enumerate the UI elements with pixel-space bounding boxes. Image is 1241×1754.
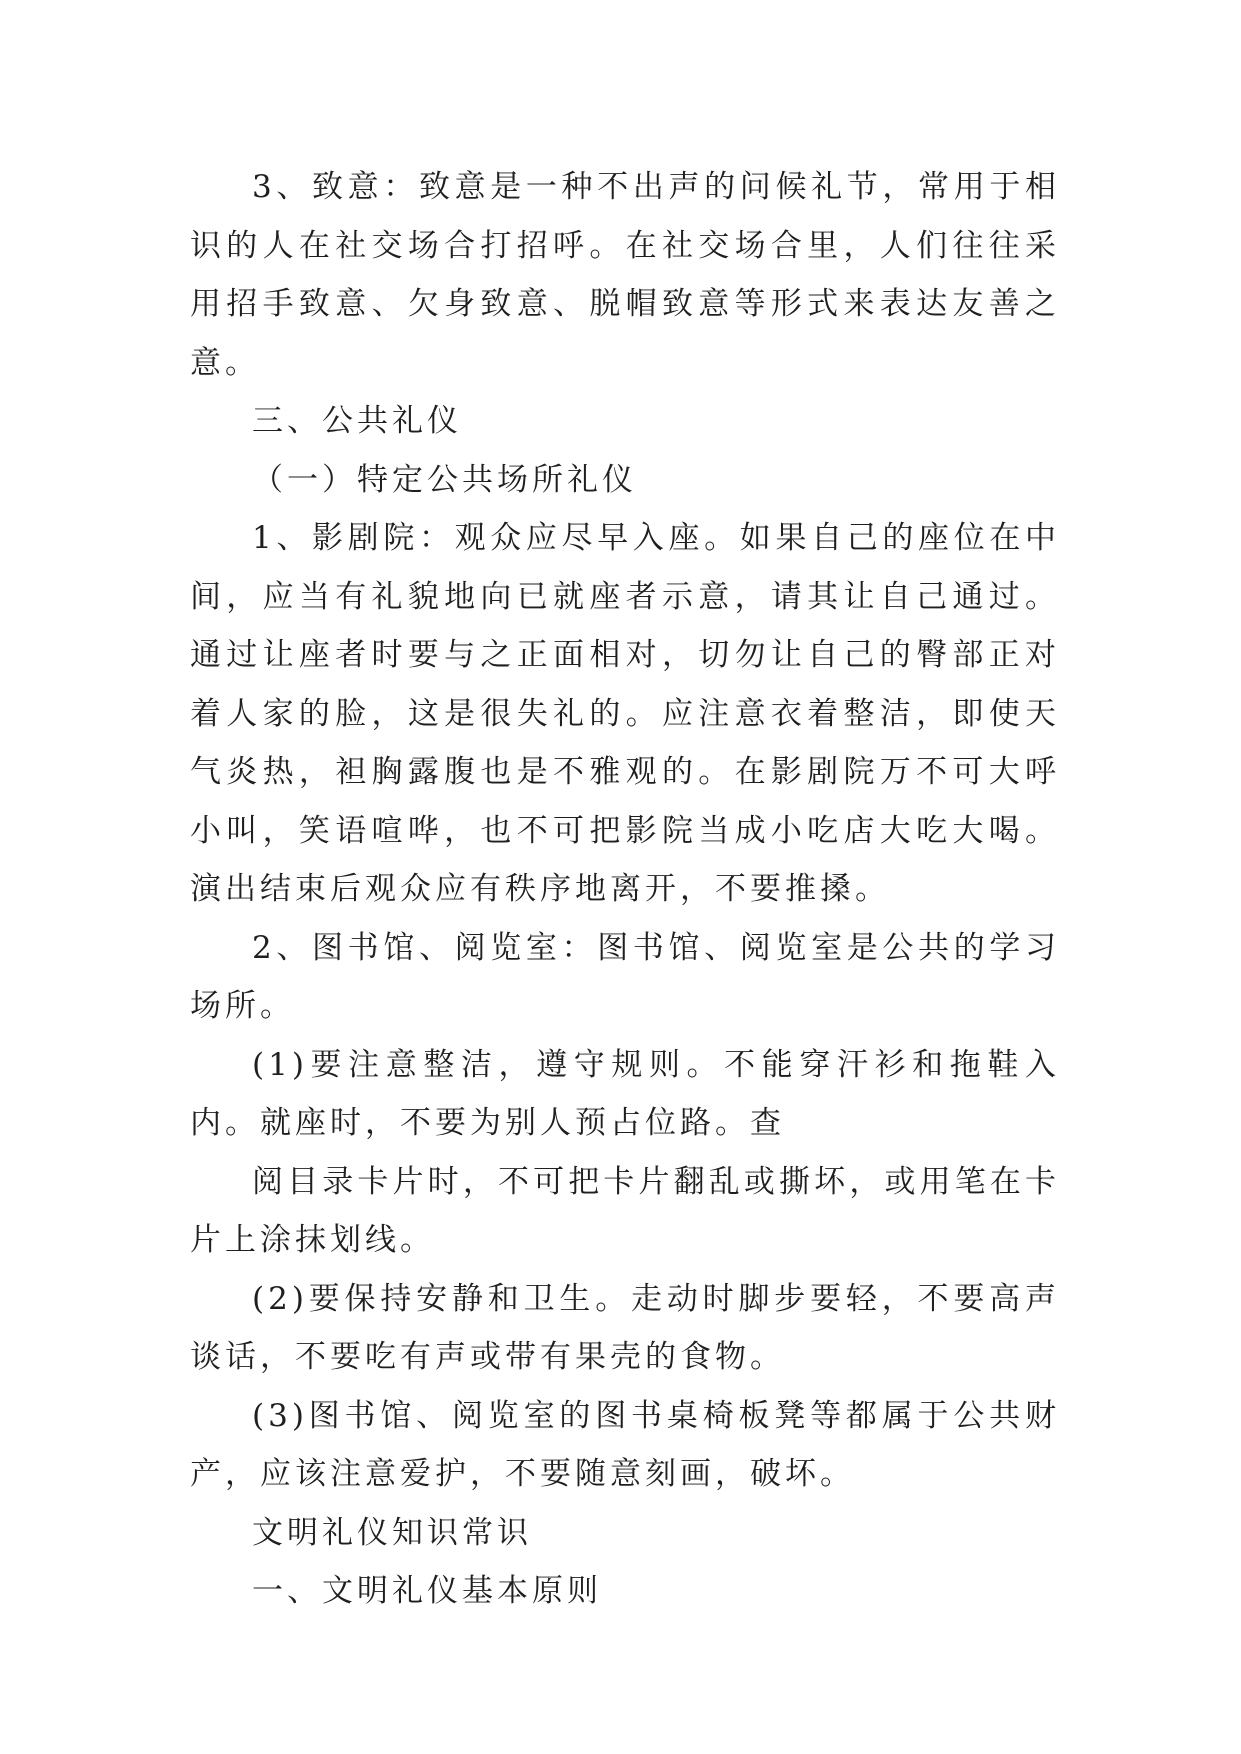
subsection-heading-specific-places: （一）特定公共场所礼仪 — [252, 461, 637, 498]
paragraph-library-rule-2: (2)要保持安静和卫生。走动时脚步要轻，不要高声谈话，不要吃有声或带有果壳的食物。 — [190, 1280, 1060, 1375]
paragraph-greeting-nod: 3、致意：致意是一种不出声的问候礼节，常用于相识的人在社交场合打招呼。在社交场合里，人们往往采用招手致意、欠身致意、脱帽致意等形式来表达友善之意。 — [190, 169, 1060, 381]
document-body — [190, 158, 1060, 1621]
heading-basic-principles: 一、文明礼仪基本原则 — [252, 1573, 602, 1609]
section-heading-public-etiquette: 三、公共礼仪 — [252, 403, 462, 439]
paragraph-theater: 1、影剧院：观众应尽早入座。如果自己的座位在中间，应当有礼貌地向已就座者示意，请其让自己通过。通过让座者时要与之正面相对，切勿让自己的臀部正对着人家的脸，这是很失礼的。应注意衣着整洁，即使天气炎热，袒胸露腹也是不雅观的。在影剧院万不可大呼小叫，笑语喧哗，也不可把影院当成小吃店大吃大喝。演出结束后观众应有秩序地离开，不要推搡。 — [190, 520, 1060, 907]
paragraph-library-catalog: 阅目录卡片时，不可把卡片翻乱或撕坏，或用笔在卡片上涂抹划线。 — [190, 1163, 1060, 1258]
paragraph-library-intro: 2、图书馆、阅览室：图书馆、阅览室是公共的学习场所。 — [190, 929, 1060, 1024]
paragraph-library-rule-1: (1)要注意整洁，遵守规则。不能穿汗衫和拖鞋入内。就座时，不要为别人预占位路。查 — [190, 1046, 1060, 1141]
heading-etiquette-knowledge: 文明礼仪知识常识 — [252, 1514, 532, 1551]
paragraph-library-rule-3: (3)图书馆、阅览室的图书桌椅板凳等都属于公共财产，应该注意爱护，不要随意刻画，破坏。 — [190, 1397, 1060, 1492]
